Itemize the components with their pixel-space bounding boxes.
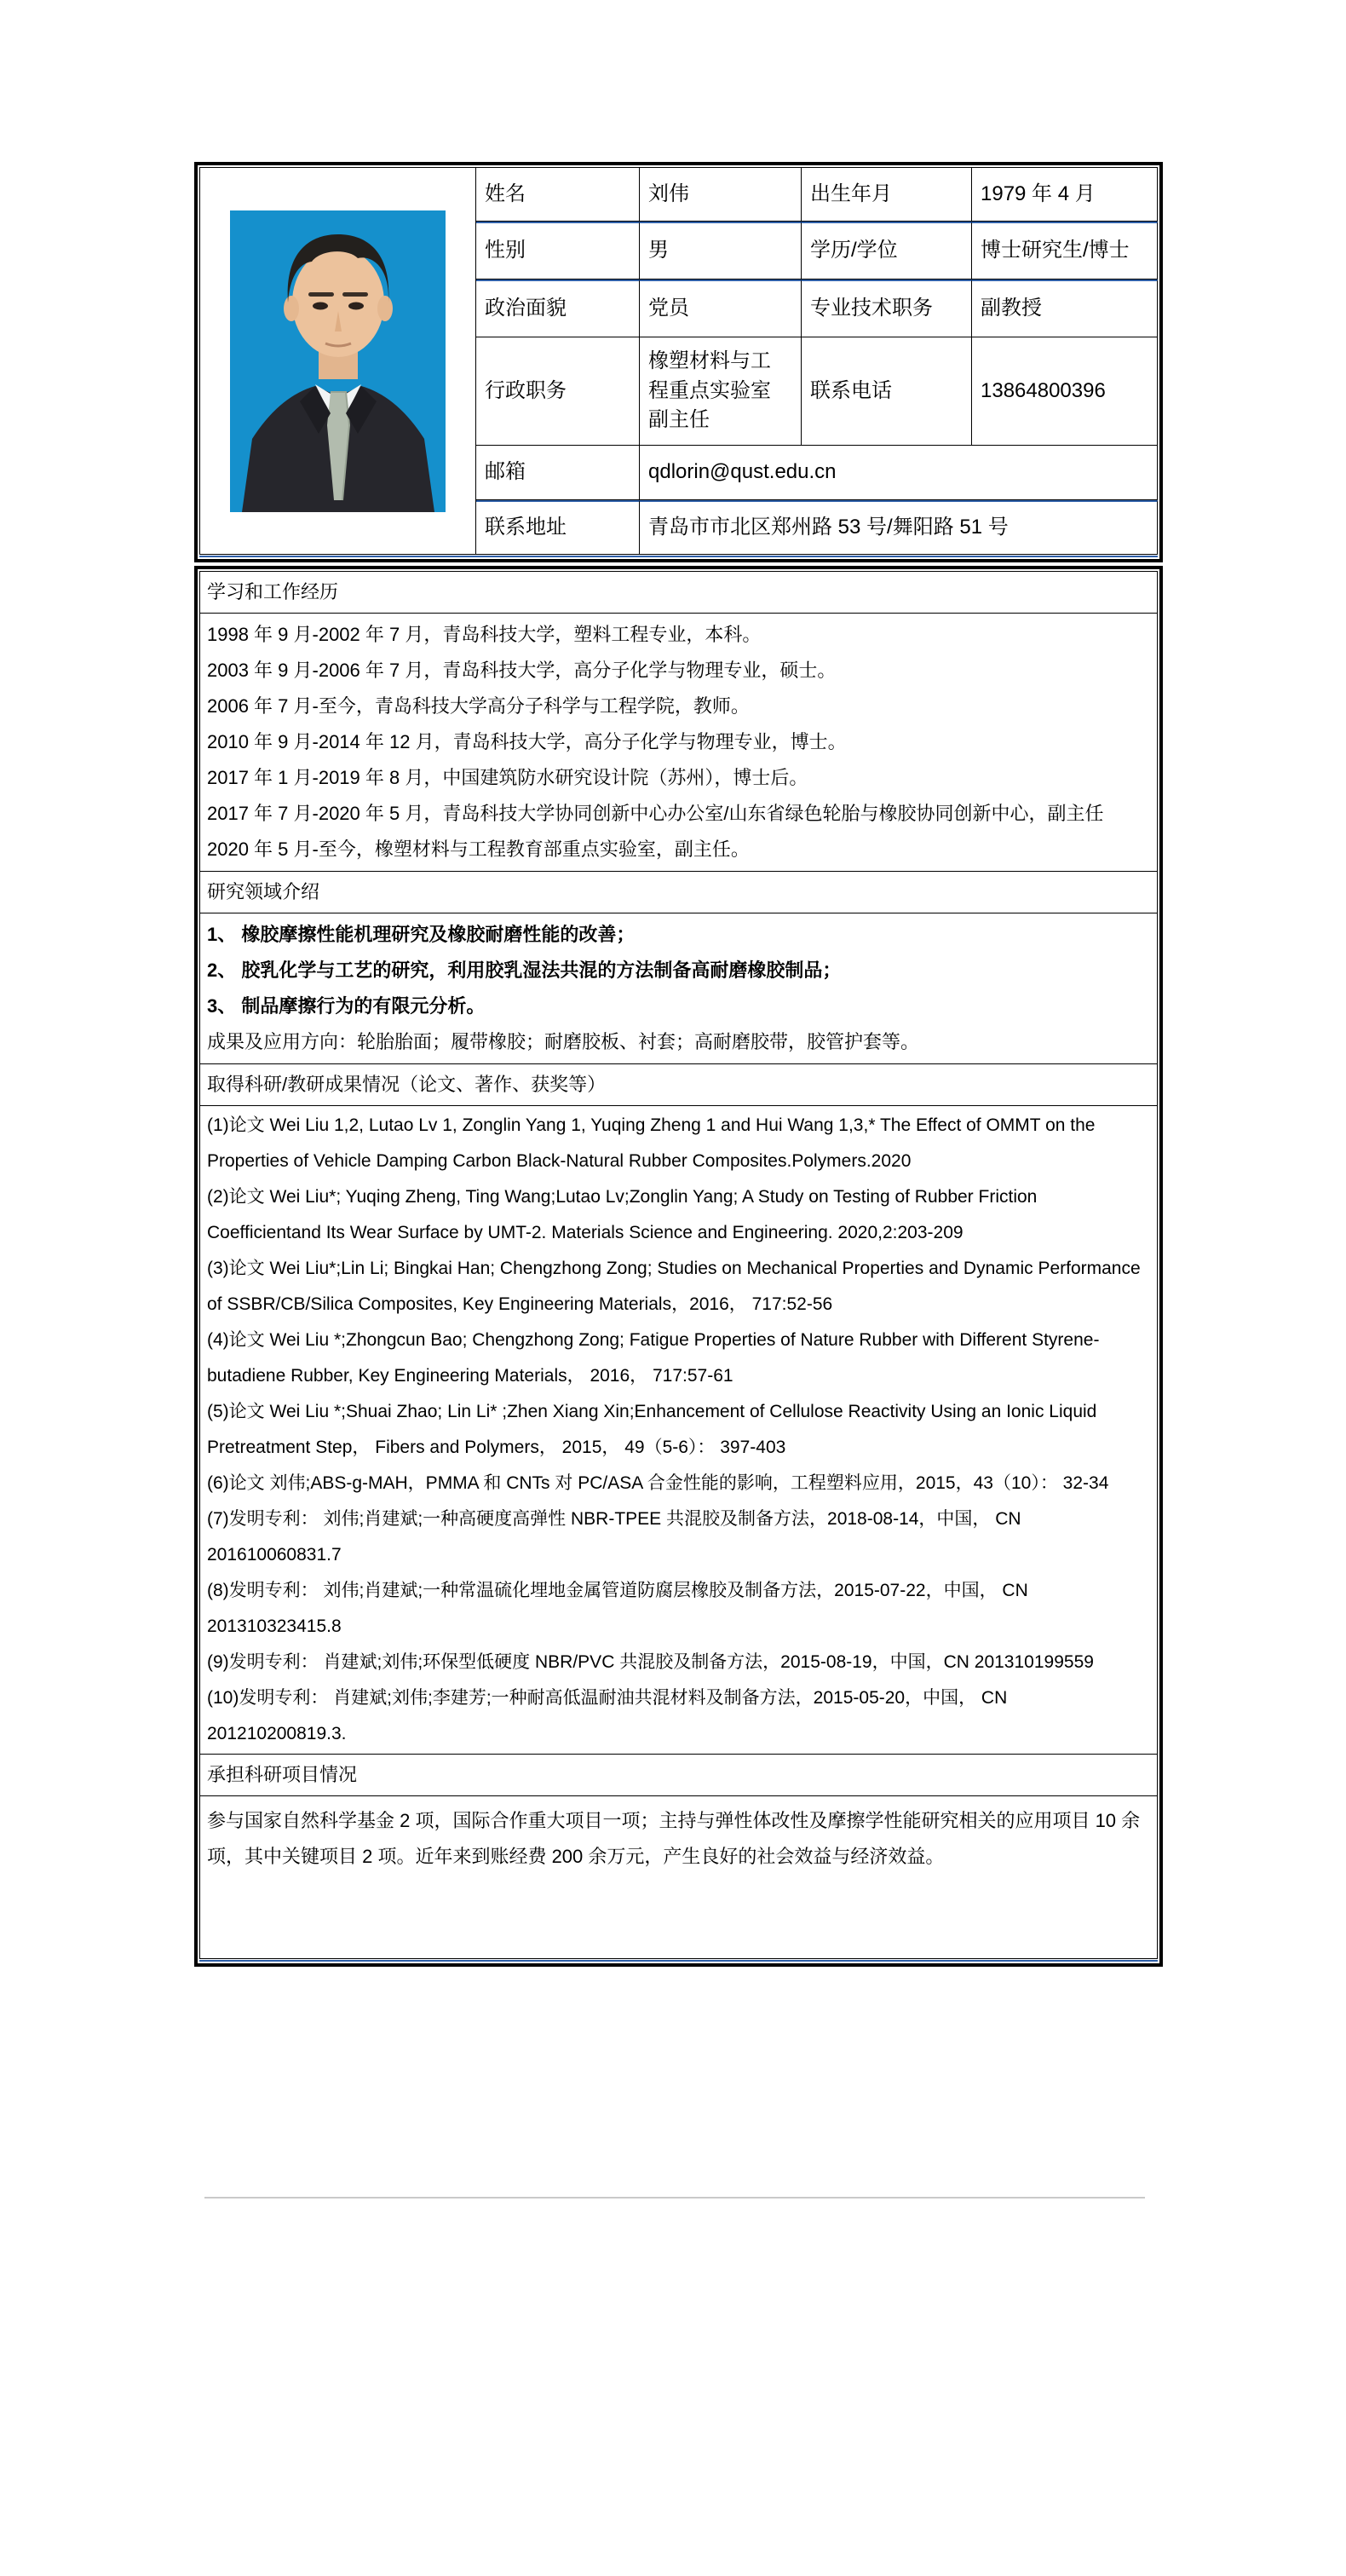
personal-info-box: [194, 162, 1163, 562]
section-body-research: [200, 913, 1157, 1064]
publication-item: (6)论文 刘伟;ABS-g-MAH，PMMA 和 CNTs 对 PC/ASA 合金性能的影响，工程塑料应用，2015，43（10）： 32-34: [207, 1473, 1109, 1493]
address-label: 联系地址: [476, 500, 640, 555]
education-value: 博士研究生/博士: [972, 222, 1158, 279]
political-label: 政治面貌: [476, 279, 640, 337]
history-item: 2003 年 9 月-2006 年 7 月，青岛科技大学，高分子化学与物理专业，硕士。: [207, 660, 837, 681]
research-applications-note: 成果及应用方向：轮胎胎面；履带橡胶；耐磨胶板、衬套；高耐磨胶带，胶管护套等。: [207, 1031, 920, 1052]
name-label: 姓名: [476, 167, 640, 222]
publication-item: (5)论文 Wei Liu *;Shuai Zhao; Lin Li* ;Zhen Xiang Xin;Enhancement of Cellulose Reactivity Using an Ionic Liquid Pretreatment Step， Fibers and Polymers， 2015， 49（5-6）： 397-403: [207, 1402, 1097, 1457]
email-value: qdlorin@qust.edu.cn: [640, 446, 1158, 500]
personal-info-table: [199, 167, 1158, 555]
sections-box: [194, 566, 1163, 1967]
phone-label: 联系电话: [802, 337, 972, 446]
address-value: 青岛市市北区郑州路 53 号/舞阳路 51 号: [640, 500, 1158, 555]
section-title-research: 研究领域介绍: [200, 872, 1157, 913]
publication-item: (4)论文 Wei Liu *;Zhongcun Bao; Chengzhong Zong; Fatigue Properties of Nature Rubber with Different Styrene-butadiene Rubber, Key Engineering Materials， 2016， 717:57-61: [207, 1330, 1100, 1386]
admin-post-value: 橡塑材料与工程重点实验室副主任: [640, 337, 802, 446]
patent-item: (8)发明专利： 刘伟;肖建斌;一种常温硫化埋地金属管道防腐层橡胶及制备方法，2015-07-22，中国， CN 201310323415.8: [207, 1581, 1028, 1636]
publication-item: (2)论文 Wei Liu*; Yuqing Zheng, Ting Wang;Lutao Lv;Zonglin Yang; A Study on Testing of Rubber Friction Coefficientand Its Wear Surface by UMT-2. Materials Science and Engineering. 2020,2:203-209: [207, 1187, 1038, 1242]
patent-item: (10)发明专利： 肖建斌;刘伟;李建芳;一种耐高低温耐油共混材料及制备方法，2015-05-20，中国， CN 201210200819.3.: [207, 1688, 1008, 1743]
history-item: 2017 年 7 月-2020 年 5 月，青岛科技大学协同创新中心办公室/山东省绿色轮胎与橡胶协同创新中心，副主任: [207, 803, 1104, 824]
phone-value: 13864800396: [972, 337, 1158, 446]
patent-item: (7)发明专利： 刘伟;肖建斌;一种高硬度高弹性 NBR-TPEE 共混胶及制备方法，2018-08-14，中国， CN 201610060831.7: [207, 1509, 1021, 1565]
section-title-history: 学习和工作经历: [200, 572, 1157, 614]
section-body-history: [200, 614, 1157, 872]
publication-item: (3)论文 Wei Liu*;Lin Li; Bingkai Han; Chengzhong Zong; Studies on Mechanical Properties and Dynamic Performance of SSBR/CB/Silica Composites, Key Engineering Materials，2016， 717:52-56: [207, 1259, 1141, 1314]
birth-label: 出生年月: [802, 167, 972, 222]
email-label: 邮箱: [476, 446, 640, 500]
history-item: 2010 年 9 月-2014 年 12 月，青岛科技大学，高分子化学与物理专业，博士。: [207, 731, 847, 752]
publication-item: (1)论文 Wei Liu 1,2, Lutao Lv 1, Zonglin Yang 1, Yuqing Zheng 1 and Hui Wang 1,3,* The Effect of OMMT on the Properties of Vehicle Damping Carbon Black-Natural Rubber Composites.Polymers.2020: [207, 1115, 1096, 1171]
history-item: 1998 年 9 月-2002 年 7 月，青岛科技大学，塑料工程专业，本科。: [207, 624, 762, 645]
research-item: 2、 胶乳化学与工艺的研究，利用胶乳湿法共混的方法制备高耐磨橡胶制品；: [207, 960, 842, 981]
section-body-achievements: [200, 1106, 1157, 1755]
history-item: 2020 年 5 月-至今，橡塑材料与工程教育部重点实验室，副主任。: [207, 838, 750, 860]
research-item: 3、 制品摩擦行为的有限元分析。: [207, 995, 486, 1017]
gender-label: 性别: [476, 222, 640, 279]
political-value: 党员: [640, 279, 802, 337]
blue-accent-line: [199, 556, 1158, 557]
research-item: 1、 橡胶摩擦性能机理研究及橡胶耐磨性能的改善；: [207, 924, 636, 945]
admin-post-label: 行政职务: [476, 337, 640, 446]
profile-content: [194, 162, 1163, 1967]
birth-value: 1979 年 4 月: [972, 167, 1158, 222]
portrait-photo: [230, 210, 446, 512]
professional-title-value: 副教授: [972, 279, 1158, 337]
history-item: 2006 年 7 月-至今，青岛科技大学高分子科学与工程学院，教师。: [207, 695, 750, 717]
photo-cell: [199, 167, 476, 555]
name-value: 刘伟: [640, 167, 802, 222]
gender-value: 男: [640, 222, 802, 279]
sections-inner: [199, 571, 1158, 1959]
bottom-divider: [204, 2197, 1145, 2199]
section-title-achievements: 取得科研/教研成果情况（论文、著作、获奖等）: [200, 1064, 1157, 1106]
history-item: 2017 年 1 月-2019 年 8 月，中国建筑防水研究设计院（苏州），博士后。: [207, 767, 808, 788]
blue-accent-line: [199, 1960, 1158, 1962]
section-title-projects: 承担科研项目情况: [200, 1755, 1157, 1796]
section-body-projects: 参与国家自然科学基金 2 项，国际合作重大项目一项；主持与弹性体改性及摩擦学性能研究相关的应用项目 10 余项，其中关键项目 2 项。近年来到账经费 200 余万元，产生良好的社会效益与经济效益。: [207, 1810, 1141, 1867]
professional-title-label: 专业技术职务: [802, 279, 972, 337]
patent-item: (9)发明专利： 肖建斌;刘伟;环保型低硬度 NBR/PVC 共混胶及制备方法，2015-08-19，中国，CN 201310199559: [207, 1652, 1094, 1672]
education-label: 学历/学位: [802, 222, 972, 279]
